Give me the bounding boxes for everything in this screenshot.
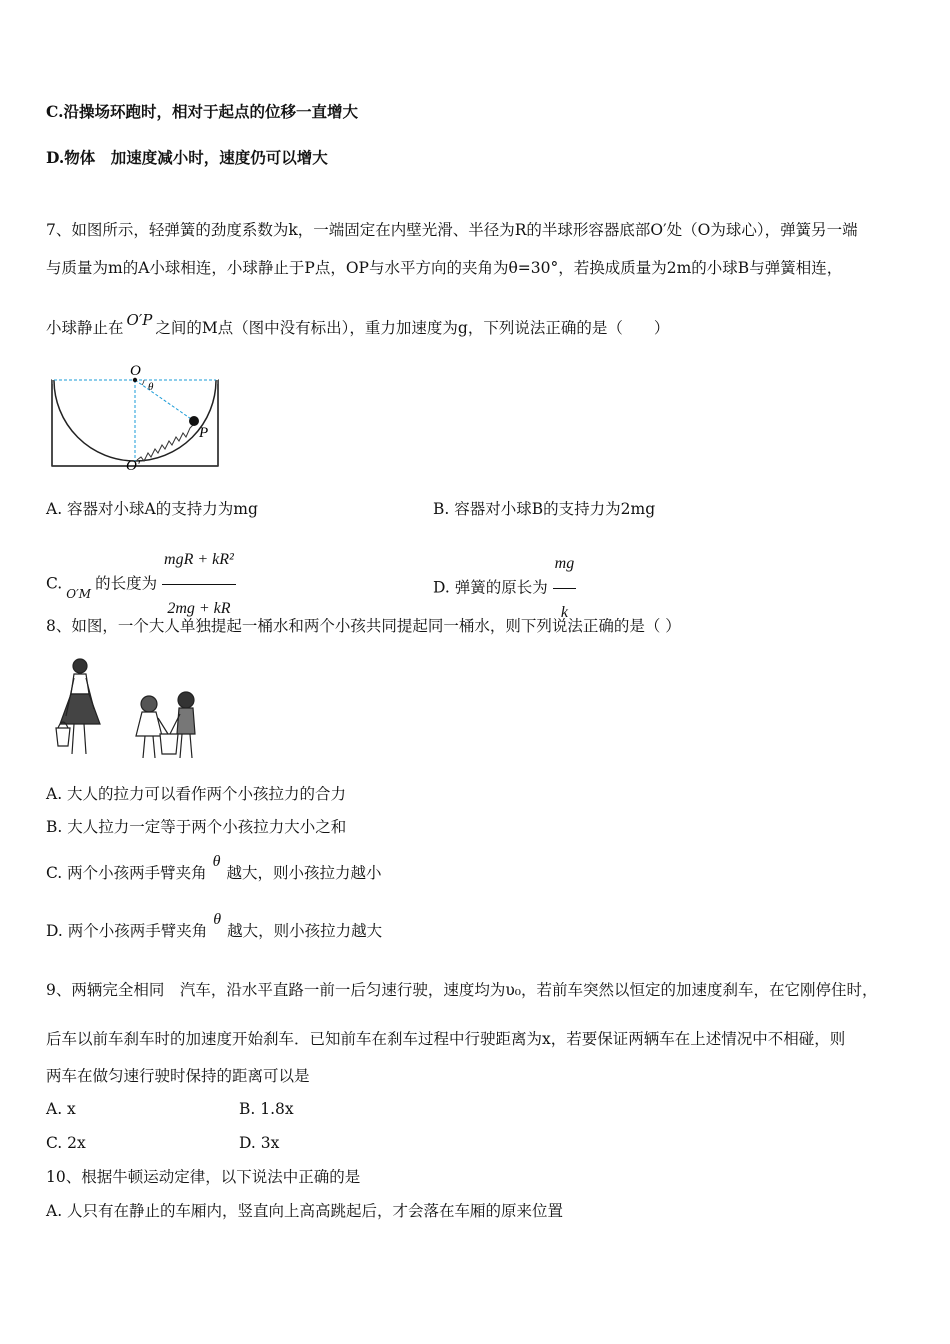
q9-option-c: C. 2x xyxy=(46,1134,86,1152)
q9-stem-line3: 两车在做匀速行驶时保持的距离可以是 xyxy=(46,1067,310,1085)
q7-d-denominator: k xyxy=(560,604,568,621)
q7-line3-pre: 小球静止在 xyxy=(46,319,124,337)
q8-people-figure xyxy=(46,654,206,764)
q8-option-a: A. 大人的拉力可以看作两个小孩拉力的合力 xyxy=(46,785,347,803)
q8-d-post: 越大，则小孩拉力越大 xyxy=(227,922,383,940)
q9-stem-line1: 9、两辆完全相同 汽车，沿水平直路一前一后匀速行驶，速度均为υ₀，若前车突然以恒定的加速度刹车，在它刚停住时， xyxy=(46,981,878,999)
fig-label-p: P xyxy=(199,425,209,441)
q8-c-post: 越大，则小孩拉力越小 xyxy=(226,864,382,882)
option-c-prev: C.沿操场环跑时，相对于起点的位移一直增大 xyxy=(46,102,358,121)
q8-c-theta: θ xyxy=(212,853,221,870)
q8-option-b: B. 大人拉力一定等于两个小孩拉力大小之和 xyxy=(46,818,347,836)
q8-option-d xyxy=(46,911,383,947)
fig-label-o: O xyxy=(130,363,141,379)
q7-c-label: C. xyxy=(46,574,63,593)
q8-c-pre: C. 两个小孩两手臂夹角 xyxy=(46,864,207,882)
q8-stem: 8、如图，一个大人单独提起一桶水和两个小孩共同提起同一桶水，则下列说法正确的是（ ） xyxy=(46,617,681,635)
q8-d-pre: D. 两个小孩两手臂夹角 xyxy=(46,922,208,940)
q10-option-a: A. 人只有在静止的车厢内，竖直向上高高跳起后，才会落在车厢的原来位置 xyxy=(46,1202,564,1220)
q8-d-theta: θ xyxy=(213,911,222,928)
option-d-prev: D.物体 加速度减小时，速度仍可以增大 xyxy=(46,148,328,167)
q7-d-text: D. 弹簧的原长为 xyxy=(433,578,548,597)
q7-line3-post: 之间的M点（图中没有标出），重力加速度为g，下列说法正确的是（ ） xyxy=(155,319,670,337)
q9-option-b: B. 1.8x xyxy=(239,1100,294,1118)
q7-hemisphere-figure xyxy=(44,360,234,475)
q10-stem: 10、根据牛顿运动定律，以下说法中正确的是 xyxy=(46,1168,361,1186)
q9-option-a: A. x xyxy=(46,1100,76,1118)
fig-label-theta: θ xyxy=(148,381,154,393)
q7-om-symbol: O′M xyxy=(66,586,92,601)
q7-d-numerator: mg xyxy=(553,541,577,589)
q7-stem-line3 xyxy=(46,311,670,338)
q9-option-d: D. 3x xyxy=(239,1134,280,1152)
q7-c-numerator: mgR + kR² xyxy=(162,537,236,585)
q7-op-symbol: O′P xyxy=(126,311,153,329)
q8-option-c xyxy=(46,853,382,889)
q7-stem-line1: 7、如图所示，轻弹簧的劲度系数为k，一端固定在内壁光滑、半径为R的半球形容器底部O′处（O为球心），弹簧另一端 xyxy=(46,221,858,239)
q7-option-b: B. 容器对小球B的支持力为2mg xyxy=(433,500,656,518)
q9-stem-line2: 后车以前车刹车时的加速度开始刹车．已知前车在刹车过程中行驶距离为x，若要保证两辆车在上述情况中不相碰，则 xyxy=(46,1030,846,1048)
q7-c-text: 的长度为 xyxy=(95,574,158,593)
q7-stem-line2: 与质量为m的A小球相连，小球静止于P点，OP与水平方向的夹角为θ=30°，若换成质量为2m的小球B与弹簧相连， xyxy=(46,259,843,277)
fig-label-o-prime: O′ xyxy=(126,458,141,474)
q7-c-denominator: 2mg + kR xyxy=(167,600,231,617)
q7-option-a: A. 容器对小球A的支持力为mg xyxy=(46,500,258,518)
